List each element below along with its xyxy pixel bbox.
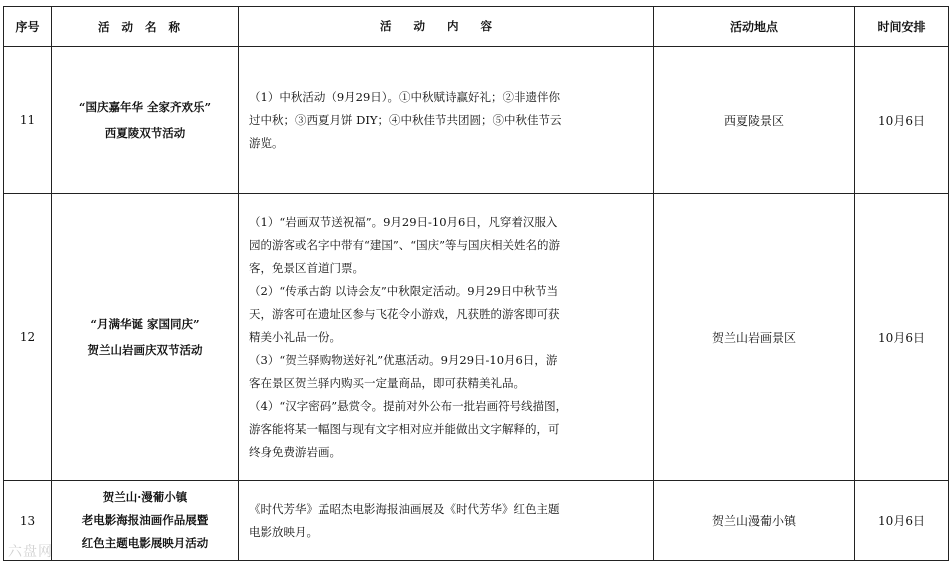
row-place: 贺兰山岩画景区 [654, 194, 855, 481]
header-time: 时间安排 [855, 7, 949, 47]
row-content: 《时代芳华》孟昭杰电影海报油画展及《时代芳华》红色主题 电影放映月。 [239, 481, 654, 561]
watermark: 六盘网 [8, 544, 53, 560]
row-name: “国庆嘉年华 全家齐欢乐” 西夏陵双节活动 [52, 47, 239, 194]
row-time: 10月6日 [855, 194, 949, 481]
row-num: 12 [4, 194, 52, 481]
row-place: 西夏陵景区 [654, 47, 855, 194]
row-content: （1）“岩画双节送祝福”。9月29日-10月6日，凡穿着汉服入 园的游客或名字中带有“建国”、“国庆”等与国庆相关姓名的游 客，免景区首道门票。 （2）“传承古韵 以诗会友”中秋限定活动。9月29日中秋节当 天，游客可在遗址区参与飞花令小游戏，凡获胜的游客即可获 精美小礼品一份。 （3）“贺兰驿购物送好礼”优惠活动。9月29日-10月6日，游 客在景区贺兰驿内购买一定量商品，即可获精美礼品。 （4）“汉字密码”悬赏令。提前对外公布一批岩画符号线描图， 游客能将某一幅图与现有文字相对应并能做出文字解释的，可 终身免费游岩画。 [239, 194, 654, 481]
activity-table [3, 6, 949, 561]
row-num: 13 [4, 481, 52, 561]
row-content: （1）中秋活动（9月29日）。①中秋赋诗赢好礼；②非遗伴你 过中秋；③西夏月饼 DIY；④中秋佳节共团圆；⑤中秋佳节云 游览。 [239, 47, 654, 194]
row-time: 10月6日 [855, 47, 949, 194]
row-time: 10月6日 [855, 481, 949, 561]
header-name: 活动名称 [52, 7, 239, 47]
table-row [4, 47, 949, 194]
header-place: 活动地点 [654, 7, 855, 47]
row-name: 贺兰山·漫葡小镇 老电影海报油画作品展暨 红色主题电影展映月活动 [52, 481, 239, 561]
row-name: “月满华诞 家国同庆” 贺兰山岩画庆双节活动 [52, 194, 239, 481]
row-num: 11 [4, 47, 52, 194]
header-num: 序号 [4, 7, 52, 47]
row-place: 贺兰山漫葡小镇 [654, 481, 855, 561]
header-content: 活动内容 [239, 7, 654, 47]
table-row [4, 481, 949, 561]
table-row [4, 194, 949, 481]
header-row [4, 7, 949, 47]
